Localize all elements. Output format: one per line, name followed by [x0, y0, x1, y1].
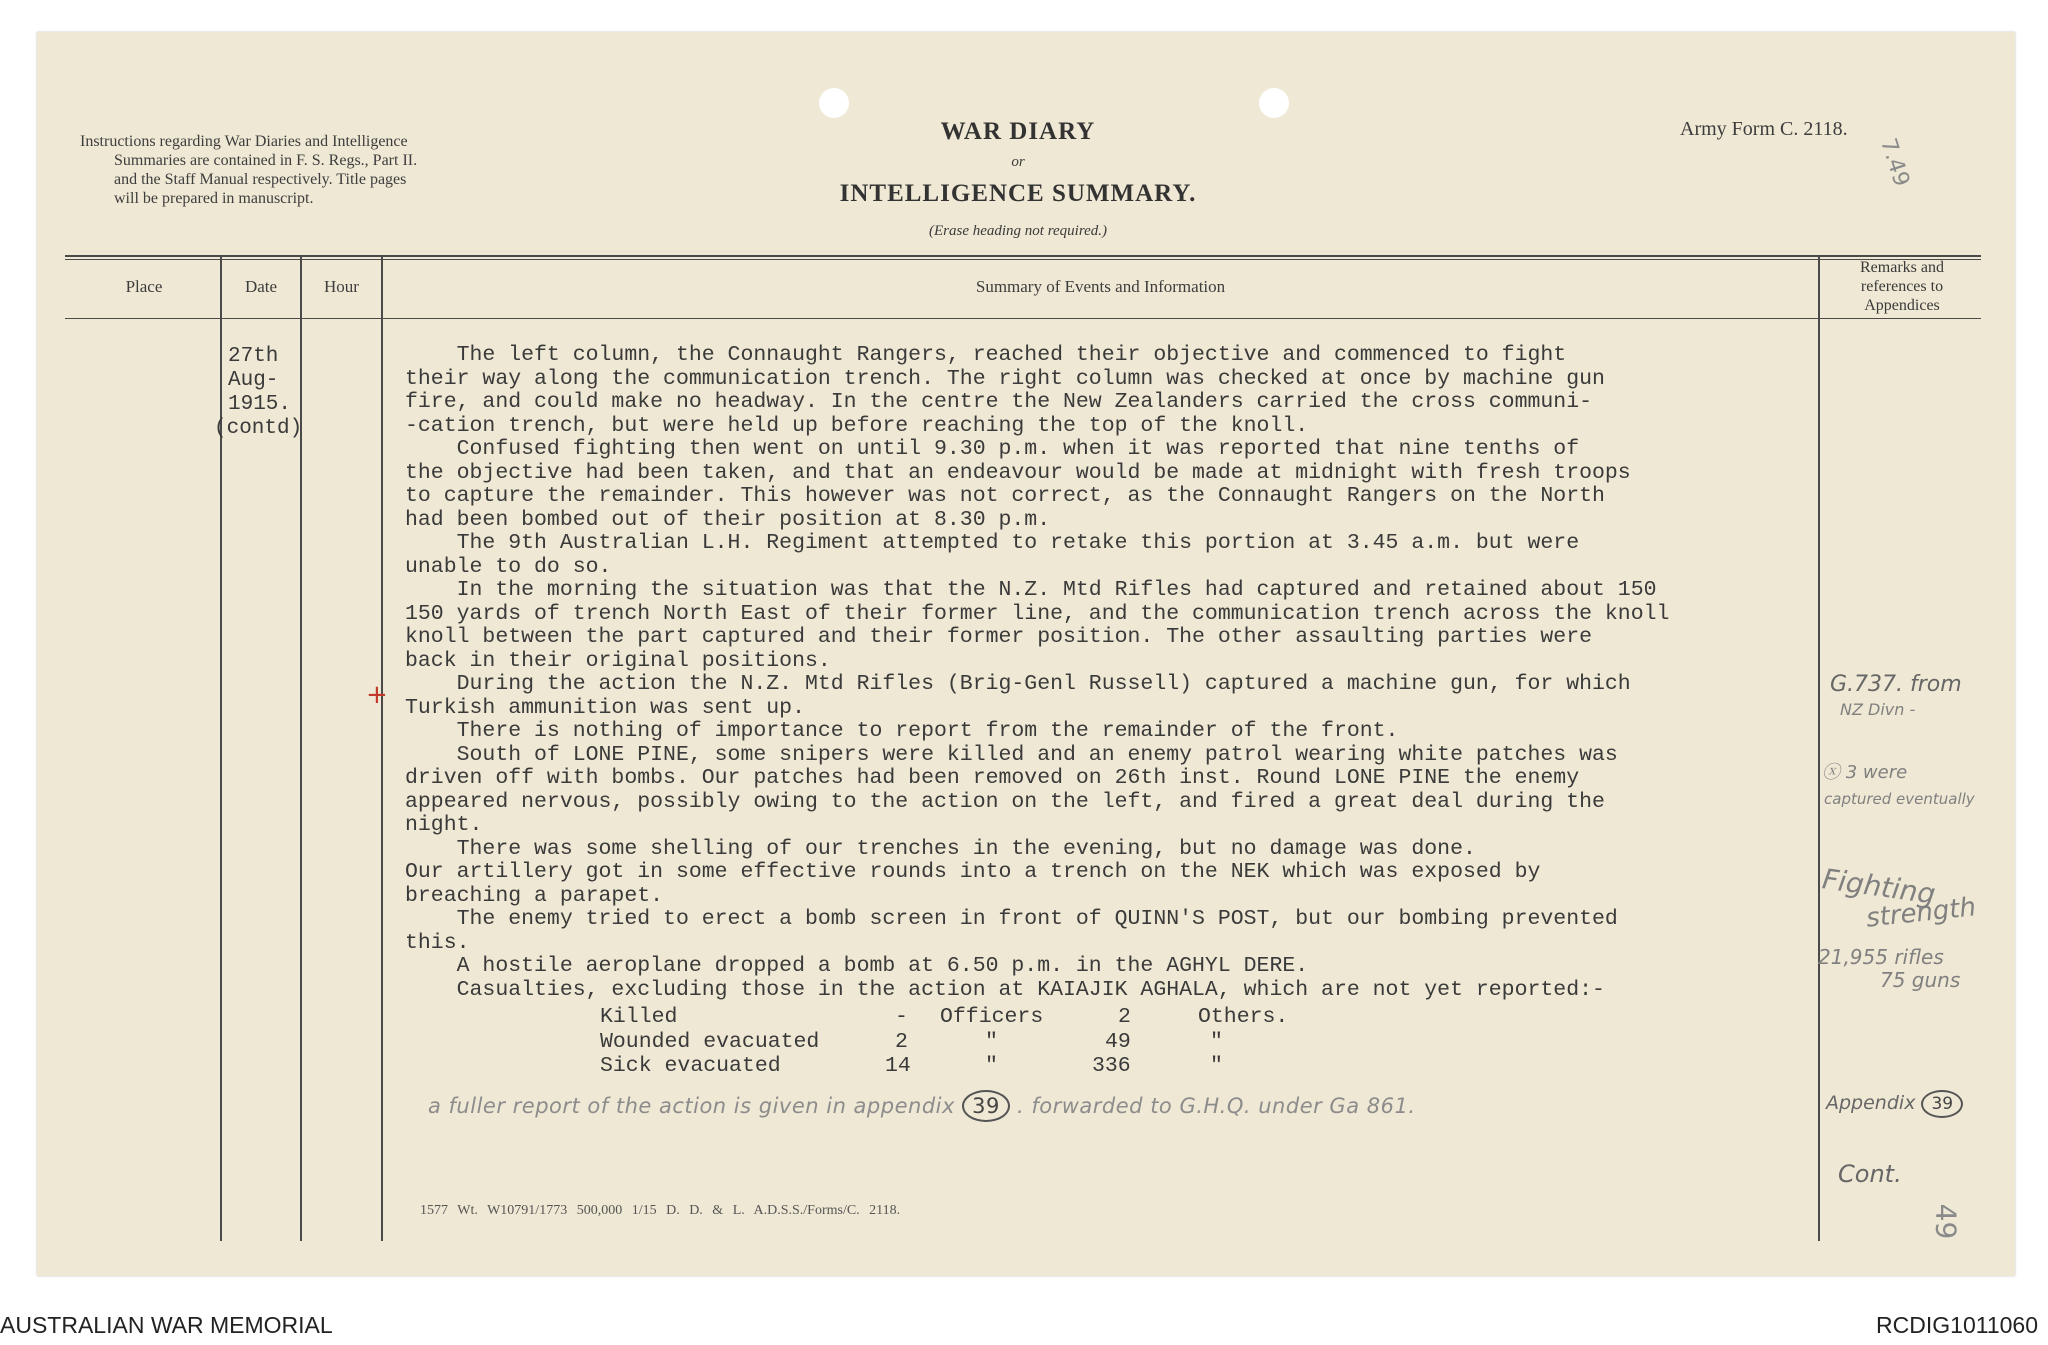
text-line: fire, and could make no headway. In the centre the New Zealanders carried the cross communi- [405, 390, 1592, 414]
table-top-rule-thin [65, 259, 1981, 260]
text-line: Our artillery got in some effective rounds into a trench on the NEK which was exposed by [405, 860, 1541, 884]
remark-appendix [1826, 1090, 1963, 1118]
text-line: In the morning the situation was that the N.Z. Mtd Rifles had captured and retained about 150 [405, 578, 1657, 602]
remark-strength: strength [1864, 892, 1978, 934]
erase-heading-note: (Erase heading not required.) [928, 223, 1108, 239]
text-line: There is nothing of importance to report from the remainder of the front. [405, 719, 1399, 743]
entry-date [214, 345, 312, 441]
handwritten-appendix-note [428, 1090, 1416, 1122]
text-line: the objective had been taken, and that an endeavour would be made at midnight with fresh troops [405, 460, 1631, 485]
instructions-line: Instructions regarding War Diaries and Intelligence [80, 133, 408, 150]
text-line: knoll between the part captured and their former position. The other assaulting parties were [405, 625, 1592, 649]
text-line: driven off with bombs. Our patches had been removed on 26th inst. Round LONE PINE the enemy [405, 766, 1580, 790]
title-or: or [1011, 154, 1025, 170]
text-line: The enemy tried to erect a bomb screen in front of QUINN'S POST, but our bombing prevented [405, 907, 1618, 931]
instructions-line: will be prepared in manuscript. [114, 190, 314, 207]
title-intelligence-summary: INTELLIGENCE SUMMARY. [839, 180, 1197, 207]
text-line: South of LONE PINE, some snipers were killed and an enemy patrol wearing white patches was [405, 742, 1618, 767]
text-line: Confused fighting then went on until 9.30 p.m. when it was reported that nine tenths of [405, 437, 1580, 461]
text-line: back in their original positions. [405, 648, 831, 673]
handwritten-note-text: . forwarded to G.H.Q. under Ga 861. [1017, 1094, 1416, 1118]
text-line: A hostile aeroplane dropped a bomb at 6.50 p.m. in the AGHYL DERE. [405, 954, 1309, 978]
text-line: Turkish ammunition was sent up. [405, 695, 805, 720]
archive-id: RCDIG1011060 [1876, 1312, 2038, 1338]
army-form-number: Army Form C. 2118. [1680, 118, 1848, 140]
page-number: 49 [1929, 1203, 1963, 1240]
summary-text [405, 344, 1825, 1002]
casualty-others: 336 [1092, 1054, 1131, 1078]
text-line: During the action the N.Z. Mtd Rifles (Brig-Genl Russell) captured a machine gun, for which [405, 672, 1631, 696]
text-line: The left column, the Connaught Rangers, reached their objective and commenced to fight [405, 343, 1567, 367]
text-line: breaching a parapet. [405, 883, 664, 908]
remark-guns: 75 guns [1880, 968, 1961, 992]
text-line: their way along the communication trench. The right column was checked at once by machine gun [405, 366, 1605, 391]
column-header-place: Place [125, 277, 163, 296]
header-bottom-rule [65, 318, 1981, 319]
casualty-officers: 14 [885, 1054, 911, 1078]
casualty-officers-word: Officers [940, 1005, 1044, 1029]
table-top-rule [65, 255, 1981, 257]
corner-pencil-mark: 7.49 [1875, 135, 1914, 190]
archive-caption: AUSTRALIAN WAR MEMORIAL [0, 1312, 333, 1338]
text-line: appeared nervous, possibly owing to the action on the left, and fired a great deal during the [405, 789, 1605, 814]
text-line: The 9th Australian L.H. Regiment attempted to retake this portion at 3.45 a.m. but were [405, 531, 1580, 555]
col-divider-hour [381, 256, 383, 1241]
punch-hole-right [1259, 88, 1289, 118]
remarks-header-line: Remarks and [1860, 259, 1944, 276]
column-header-hour: Hour [324, 277, 359, 296]
date-line: 27th [228, 345, 279, 368]
remark-nz-divn: NZ Divn - [1840, 700, 1916, 719]
remark-rifles: 21,955 rifles [1818, 945, 1944, 969]
casualty-label: Sick evacuated [600, 1054, 781, 1078]
column-header-summary: Summary of Events and Information [975, 277, 1226, 296]
red-plus-mark: + [366, 680, 388, 710]
column-header-date: Date [244, 277, 278, 296]
text-line: night. [405, 813, 483, 837]
appendix-ref-circle: 39 [962, 1090, 1010, 1122]
casualty-others-word: Others. [1198, 1005, 1289, 1029]
text-line: this. [405, 930, 470, 955]
remark-captured-2: captured eventually [1824, 790, 1975, 808]
remark-appendix-circle: 39 [1921, 1090, 1963, 1118]
casualty-officers: - [895, 1005, 908, 1029]
text-line: Casualties, excluding those in the action at KAIAJIK AGHALA, which are not yet reported:- [405, 977, 1605, 1002]
title-war-diary: WAR DIARY [940, 118, 1096, 145]
casualty-others: 2 [1118, 1005, 1131, 1029]
instructions-line: Summaries are contained in F. S. Regs., Part II. [114, 152, 418, 169]
remarks-header-line: Appendices [1864, 297, 1940, 314]
casualty-others-word: " [1210, 1054, 1223, 1078]
text-line: unable to do so. [405, 554, 612, 579]
remark-fighting: Fighting [1820, 862, 1938, 911]
column-header-remarks [1822, 258, 1982, 315]
casualty-others-word: " [1210, 1030, 1223, 1054]
text-line: 150 yards of trench North East of their former line, and the communication trench across the knoll [405, 601, 1670, 626]
date-line: 1915. [228, 393, 292, 416]
casualty-officers: 2 [895, 1030, 908, 1054]
remark-continued: Cont. [1838, 1160, 1902, 1188]
text-line: There was some shelling of our trenches in the evening, but no damage was done. [405, 836, 1476, 861]
remark-appendix-label: Appendix [1826, 1092, 1916, 1114]
text-line: -cation trench, but were held up before reaching the top of the knoll. [405, 413, 1309, 438]
date-line: Aug- [228, 369, 279, 392]
date-line: (contd) [214, 417, 303, 440]
instructions-line: and the Staff Manual respectively. Title pages [114, 171, 407, 188]
form-print-code: 1577 Wt. W10791/1773 500,000 1/15 D. D. & L. A.D.S.S./Forms/C. 2118. [420, 1203, 901, 1218]
casualty-others: 49 [1105, 1030, 1131, 1054]
casualty-officers-word: " [985, 1030, 998, 1054]
instructions-block [80, 132, 570, 208]
punch-hole-left [819, 88, 849, 118]
handwritten-note-text: a fuller report of the action is given in appendix [428, 1094, 955, 1118]
casualty-label: Wounded evacuated [600, 1030, 820, 1054]
casualty-officers-word: " [985, 1054, 998, 1078]
remark-g737: G.737. from [1830, 672, 1962, 697]
remarks-header-line: references to [1860, 278, 1944, 295]
text-line: had been bombed out of their position at 8.30 p.m. [405, 507, 1051, 532]
text-line: to capture the remainder. This however was not correct, as the Connaught Rangers on the North [405, 484, 1605, 508]
casualty-label: Killed [600, 1005, 678, 1029]
remark-captured-1: ⓧ 3 were [1822, 762, 1908, 783]
